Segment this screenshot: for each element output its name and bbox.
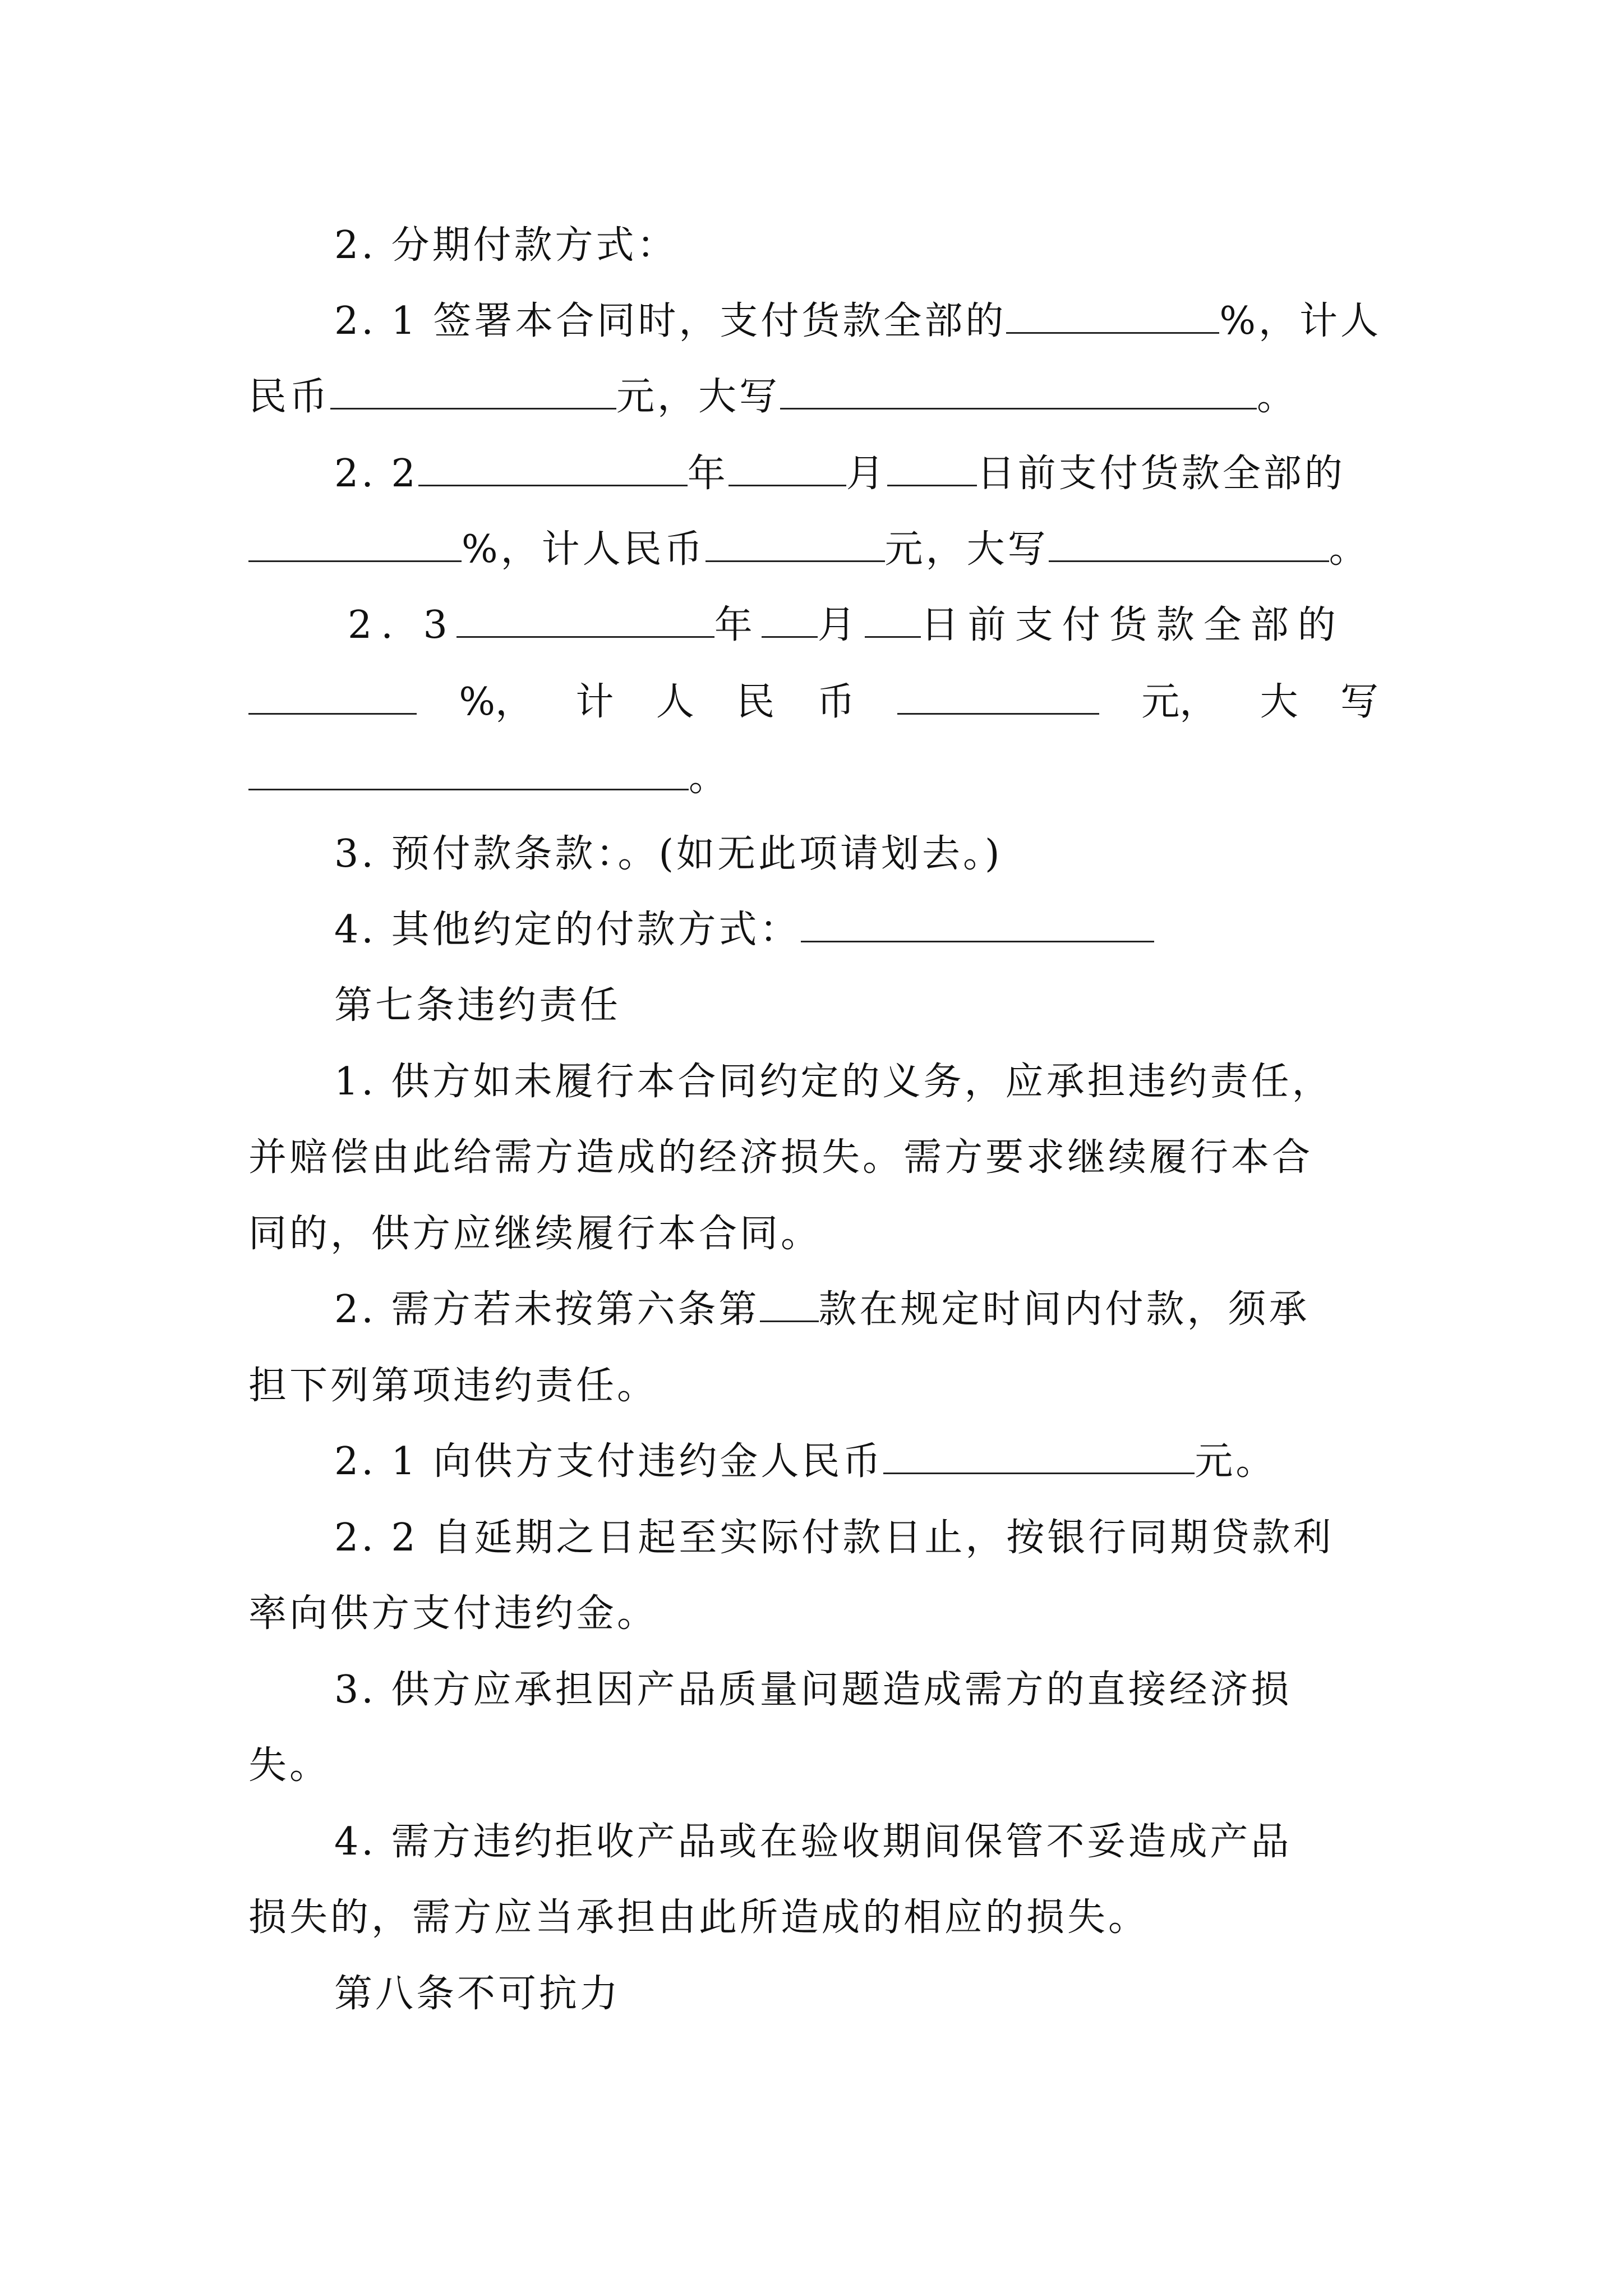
text-segment: 失。 (248, 1743, 331, 1788)
text-line (334, 1285, 1310, 1335)
fill-blank[interactable] (728, 450, 846, 486)
text-segment: 2. 3 (348, 603, 457, 647)
fill-blank[interactable] (887, 450, 977, 486)
text-segment: 2. 1 签署本合同时，支付货款全部的 (334, 299, 1007, 343)
text-segment: 日前支付货款全部的 (976, 452, 1345, 496)
text-line (248, 677, 1378, 728)
text-segment: 款在规定时间内付款，须承 (818, 1287, 1310, 1332)
section-heading (334, 981, 621, 1031)
text-segment: 。 (1329, 527, 1370, 572)
fill-blank[interactable] (762, 601, 818, 638)
fill-blank[interactable] (248, 678, 417, 715)
text-segment: %，计人民币 (462, 527, 706, 572)
text-segment: 同的，供方应继续履行本合同。 (248, 1212, 822, 1256)
text-segment: 元。 (1195, 1439, 1277, 1484)
text-segment: 4. 其他约定的付款方式： (334, 908, 801, 952)
text-line (334, 220, 678, 271)
text-segment: 元，大写 (884, 527, 1049, 572)
text-segment: 2. 分期付款方式： (334, 223, 678, 268)
text-line (248, 524, 1370, 575)
fill-blank[interactable] (865, 601, 921, 638)
text-segment: 民币 (248, 375, 331, 419)
text-segment: 3. 预付款条款：。(如无此项请划去。) (334, 832, 1003, 876)
text-line (248, 1133, 1313, 1183)
text-line (334, 296, 1381, 347)
text-line (248, 753, 730, 803)
text-segment: 元，大写 (616, 375, 781, 419)
text-segment: 并赔偿由此给需方造成的经济损失。需方要求继续履行本合 (248, 1135, 1313, 1180)
text-segment: 2. 2 自延期之日起至实际付款日止，按银行同期贷款利 (334, 1516, 1334, 1560)
fill-blank[interactable] (1049, 526, 1329, 562)
text-segment: 3. 供方应承担因产品质量问题造成需方的直接经济损 (334, 1668, 1292, 1712)
text-segment: 月 (846, 452, 887, 496)
text-segment: 损失的，需方应当承担由此所造成的相应的损失。 (248, 1895, 1150, 1940)
text-segment: 2. 1 向供方支付违约金人民币 (334, 1439, 884, 1484)
text-segment: 担下列第项违约责任。 (248, 1364, 658, 1408)
section-heading (334, 1969, 621, 2019)
text-segment: 。 (1257, 375, 1298, 419)
text-segment: 率向供方支付违约金。 (248, 1591, 658, 1636)
fill-blank[interactable] (418, 450, 688, 486)
fill-blank[interactable] (248, 754, 689, 790)
fill-blank[interactable] (801, 906, 1154, 942)
text-line (248, 1893, 1149, 1943)
text-segment: 写 (1340, 680, 1378, 724)
text-line (334, 905, 1154, 955)
fill-blank[interactable] (248, 526, 462, 562)
text-segment: 计 (575, 680, 614, 724)
text-segment: 2. 需方若未按第六条第 (334, 1287, 760, 1332)
text-segment: %， (459, 680, 533, 724)
text-line (248, 372, 1298, 422)
text-line (248, 1209, 822, 1259)
text-line (334, 829, 1003, 880)
text-line (334, 1513, 1334, 1563)
text-segment: 月 (817, 603, 865, 647)
text-segment: 大 (1260, 680, 1298, 724)
fill-blank[interactable] (706, 526, 885, 562)
text-segment: 元， (1141, 680, 1218, 724)
text-segment: 年 (714, 603, 762, 647)
fill-blank[interactable] (883, 1438, 1195, 1474)
text-line (334, 1817, 1292, 1867)
fill-blank[interactable] (897, 678, 1099, 715)
text-segment: 第七条违约责任 (334, 983, 621, 1028)
text-segment: 人 (656, 680, 694, 724)
text-segment: 民 (736, 680, 775, 724)
text-line (334, 1437, 1276, 1487)
text-line (248, 1361, 658, 1411)
text-segment: 4. 需方违约拒收产品或在验收期间保管不妥造成产品 (334, 1820, 1292, 1864)
text-line (334, 1057, 1333, 1107)
text-segment: 。 (689, 756, 730, 800)
fill-blank[interactable] (1006, 297, 1219, 334)
fill-blank[interactable] (457, 601, 714, 638)
fill-blank[interactable] (760, 1286, 819, 1322)
text-line (248, 1741, 330, 1791)
text-segment: %，计人 (1219, 299, 1381, 343)
text-segment: 币 (817, 680, 855, 724)
fill-blank[interactable] (330, 373, 616, 409)
text-segment: 第八条不可抗力 (334, 1972, 621, 2016)
text-segment: 2. 2 (334, 452, 418, 496)
text-line (348, 600, 1345, 651)
fill-blank[interactable] (780, 373, 1257, 409)
text-line (334, 449, 1345, 499)
text-line (248, 1589, 658, 1639)
text-segment: 日前支付货款全部的 (920, 603, 1345, 647)
text-segment: 1. 供方如未履行本合同约定的义务，应承担违约责任， (334, 1060, 1333, 1104)
text-line (334, 1665, 1292, 1715)
text-segment: 年 (687, 452, 728, 496)
